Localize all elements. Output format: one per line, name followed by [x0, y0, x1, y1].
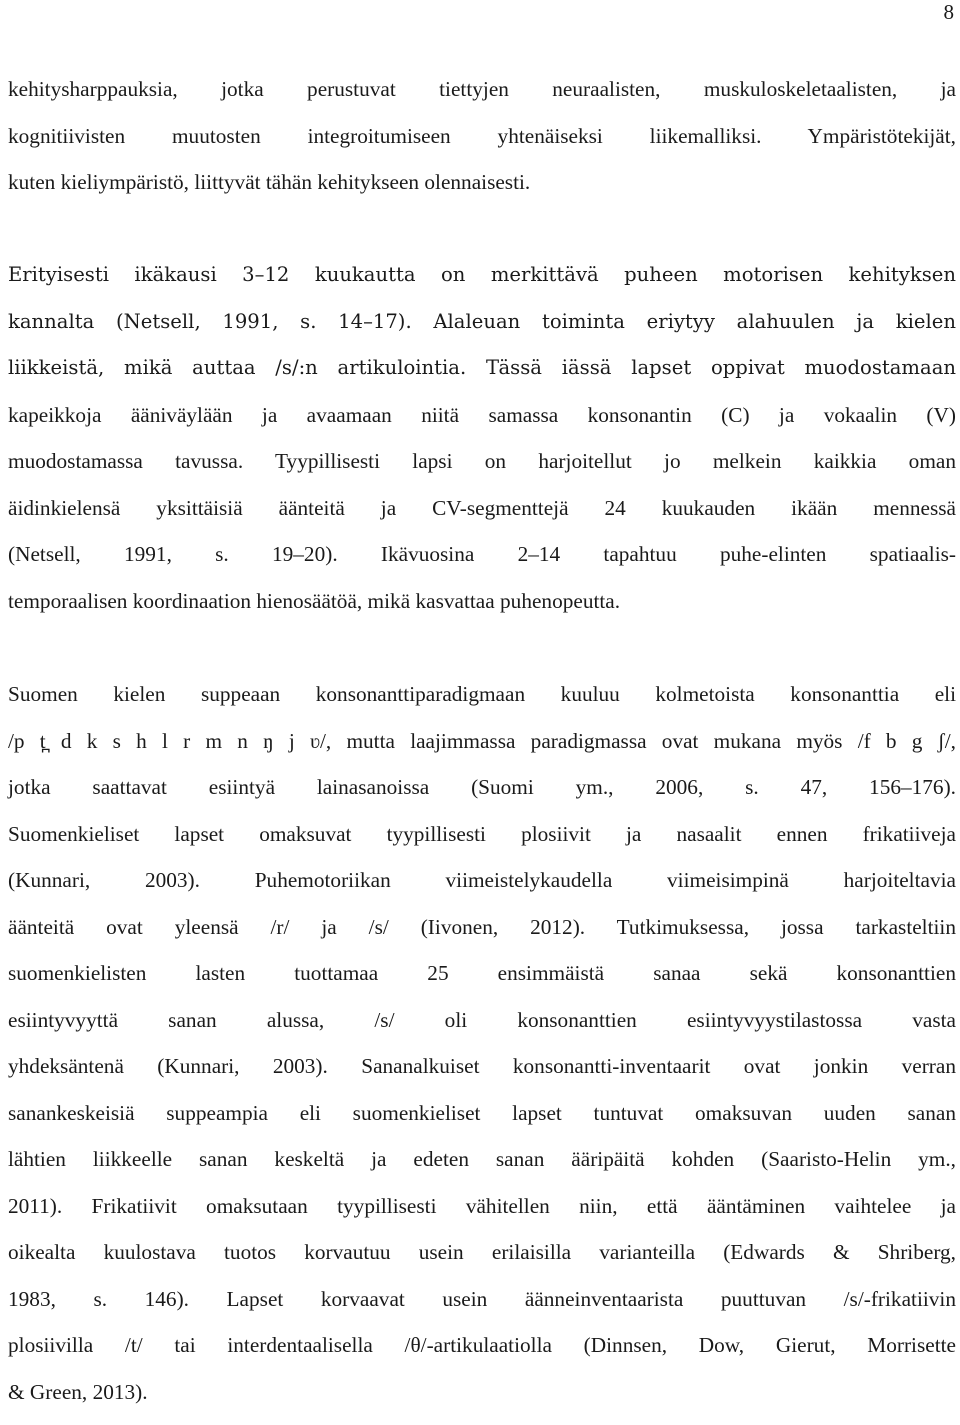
text-line: oikealta kuulostava tuotos korvautuu usein erilaisilla varianteilla (Edwards & Shriberg, — [8, 1240, 956, 1264]
text-line: temporaalisen koordinaation hienosäätöä, mikä kasvattaa puhenopeutta. — [8, 588, 621, 613]
text-line: kognitiivisten muutosten integroitumiseen yhtenäiseksi liikemalliksi. Ympäristötekijät, — [8, 123, 956, 148]
text-line: liikkeistä, mikä auttaa /s/:n artikulointia. Tässä iässä lapset oppivat muodostamaan — [8, 356, 956, 379]
text-line: kuten kieliympäristö, liittyvät tähän kehitykseen olennaisesti. — [8, 170, 531, 194]
text-line: /p t̪ d k s h l r m n ŋ j ʋ/, mutta laajimmassa paradigmassa ovat mukana myös /f b g ʃ/, — [8, 728, 956, 753]
text-line: & Green, 2013). — [8, 1379, 148, 1404]
text-line: yhdeksäntenä (Kunnari, 2003). Sananalkuiset konsonantti-inventaarit ovat jonkin verran — [8, 1054, 956, 1078]
text-line: Suomen kielen suppeaan konsonanttiparadigmaan kuuluu kolmetoista konsonanttia eli — [8, 682, 956, 706]
text-line: esiintyvyyttä sanan alussa, /s/ oli konsonanttien esiintyvyystilastossa vasta — [8, 1007, 956, 1032]
text-line: suomenkielisten lasten tuottamaa 25 ensimmäistä sanaa sekä konsonanttien — [8, 961, 956, 985]
text-line: äänteitä ovat yleensä /r/ ja /s/ (Iivonen, 2012). Tutkimuksessa, jossa tarkasteltiin — [8, 914, 956, 939]
text-line: (Kunnari, 2003). Puhemotoriikan viimeistelykaudella viimeisimpinä harjoiteltavia — [8, 868, 956, 892]
paragraph-1 — [8, 66, 956, 206]
text-line: kannalta (Netsell, 1991, s. 14–17). Alaleuan toiminta eriytyy alahuulen ja kielen — [8, 309, 956, 333]
text-line: äidinkielensä yksittäisiä äänteitä ja CV-segmenttejä 24 kuukauden ikään mennessä — [8, 495, 956, 520]
text-line: Erityisesti ikäkausi 3–12 kuukautta on merkittävä puheen motorisen kehityksen — [8, 263, 956, 286]
text-line: plosiivilla /t/ tai interdentaalisella /θ/-artikulaatiolla (Dinnsen, Dow, Gierut, Morrisette — [8, 1333, 956, 1357]
text-line: kehitysharppauksia, jotka perustuvat tiettyjen neuraalisten, muskuloskeletaalisten, ja — [8, 77, 956, 101]
text-line: muodostamassa tavussa. Tyypillisesti lapsi on harjoitellut jo melkein kaikkia oman — [8, 449, 956, 473]
page-number: 8 — [943, 0, 954, 24]
paragraph-2 — [8, 252, 956, 624]
paragraph-3 — [8, 671, 956, 1415]
text-line: 1983, s. 146). Lapset korvaavat usein äänneinventaarista puuttuvan /s/-frikatiivin — [8, 1286, 956, 1311]
text-line: sanankeskeisiä suppeampia eli suomenkieliset lapset tuntuvat omaksuvan uuden sanan — [8, 1100, 956, 1125]
text-line: 2011). Frikatiivit omaksutaan tyypillisesti vähitellen niin, että ääntäminen vaihtelee ja — [8, 1193, 956, 1218]
text-line: lähtien liikkeelle sanan keskeltä ja edeten sanan ääripäitä kohden (Saaristo-Helin ym., — [8, 1147, 956, 1171]
text-line: jotka saattavat esiintyä lainasanoissa (Suomi ym., 2006, s. 47, 156–176). — [8, 775, 956, 799]
text-line: Suomenkieliset lapset omaksuvat tyypillisesti plosiivit ja nasaalit ennen frikatiiveja — [8, 821, 956, 846]
text-line: kapeikkoja ääniväylään ja avaamaan niitä samassa konsonantin (C) ja vokaalin (V) — [8, 402, 956, 427]
text-line: (Netsell, 1991, s. 19–20). Ikävuosina 2–14 tapahtuu puhe-elinten spatiaalis- — [8, 542, 956, 566]
